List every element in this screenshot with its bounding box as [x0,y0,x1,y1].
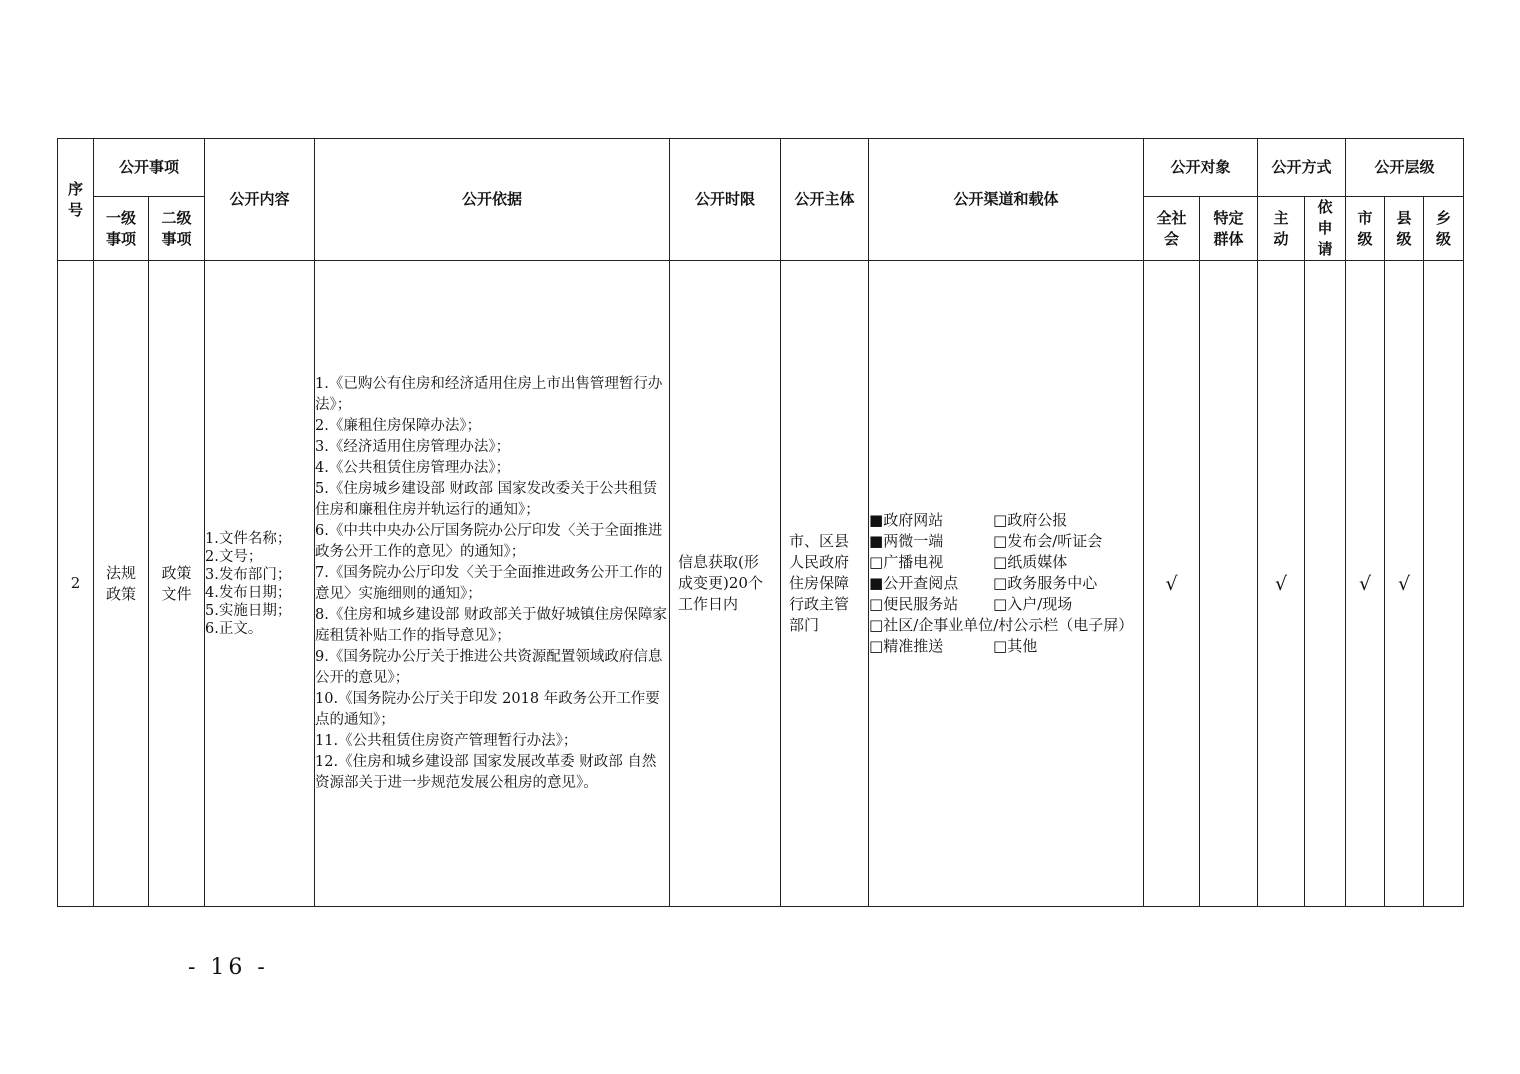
basis-item: 1.《已购公有住房和经济适用住房上市出售管理暂行办法》； [315,375,663,413]
row-time-limit: 信息获取(形成变更)20个工作日内 [670,261,781,907]
header-method: 公开方式 [1258,139,1346,197]
header-audience: 公开对象 [1144,139,1258,197]
header-method-request: 依 申 请 [1305,197,1346,261]
basis-item: 3.《经济适用住房管理办法》； [315,438,511,455]
content-item: 1.文件名称； [205,530,292,547]
header-item-level1: 一级 事项 [94,197,149,261]
basis-item: 11.《公共租赁住房资产管理暂行办法》； [315,732,578,749]
channel-other: □其他 [993,637,1038,655]
channel-gov-website: ■政府网站 [869,511,944,529]
channel-bulletin-board: □社区/企事业单位/村公示栏（电子屏） [869,616,1134,634]
header-level-town: 乡 级 [1424,197,1464,261]
header-item-level2: 二级 事项 [149,197,205,261]
channel-gov-gazette: □政府公报 [993,511,1068,529]
channel-targeted-push: □精准推送 [869,637,944,655]
basis-item: 8.《住房和城乡建设部 财政部关于做好城镇住房保障家庭租赁补贴工作的指导意见》； [315,606,667,644]
check-method-active: √ [1258,261,1305,907]
basis-item: 7.《国务院办公厅印发〈关于全面推进政务公开工作的意见〉实施细则的通知》； [315,564,663,602]
channel-public-reading-point: ■公开查阅点 [869,574,959,592]
row-basis [315,261,670,907]
check-audience-specific [1200,261,1258,907]
basis-item: 9.《国务院办公厅关于推进公共资源配置领域政府信息公开的意见》； [315,648,663,686]
check-audience-all: √ [1144,261,1200,907]
check-level-county: √ [1385,261,1424,907]
row-seq: 2 [58,261,94,907]
row-content [205,261,315,907]
header-level-county: 县 级 [1385,197,1424,261]
basis-item: 12.《住房和城乡建设部 国家发展改革委 财政部 自然资源部关于进一步规范发展公租房的意见》。 [315,753,657,791]
check-level-town [1424,261,1464,907]
channel-service-center: □政务服务中心 [993,574,1098,592]
channel-convenience-station: □便民服务站 [869,595,959,613]
basis-item: 4.《公共租赁住房管理办法》； [315,459,511,476]
content-item: 4.发布日期； [205,584,292,601]
channel-wechat-weibo-app: ■两微一端 [869,532,944,550]
disclosure-table [57,138,1464,907]
basis-item: 6.《中共中央办公厅国务院办公厅印发〈关于全面推进政务公开工作的意见〉的通知》； [315,522,663,560]
row-level2: 政策 文件 [149,261,205,907]
header-audience-specific: 特定 群体 [1200,197,1258,261]
header-subject: 公开主体 [781,139,869,261]
page-number: - 16 - [188,955,269,980]
header-level-city: 市 级 [1346,197,1385,261]
channel-print-media: □纸质媒体 [993,553,1068,571]
row-subject: 市、区县人民政府住房保障行政主管部门 [781,261,869,907]
basis-item: 5.《住房城乡建设部 财政部 国家发改委关于公共租赁住房和廉租住房并轨运行的通知》； [315,480,658,518]
content-item: 2.文号； [205,548,263,565]
header-time-limit: 公开时限 [670,139,781,261]
header-level: 公开层级 [1346,139,1464,197]
check-method-request [1305,261,1346,907]
basis-item: 10.《国务院办公厅关于印发 2018 年政务公开工作要点的通知》； [315,690,660,728]
table-row [58,261,1464,907]
header-method-active: 主 动 [1258,197,1305,261]
header-row-1 [58,139,1464,197]
content-item: 3.发布部门； [205,566,292,583]
channel-press-hearing: □发布会/听证会 [993,532,1103,550]
channel-door-to-door: □入户/现场 [993,595,1073,613]
header-channels: 公开渠道和载体 [869,139,1144,261]
header-audience-all: 全社 会 [1144,197,1200,261]
content-item: 6.正文。 [205,620,263,637]
header-item: 公开事项 [94,139,205,197]
row-level1: 法规 政策 [94,261,149,907]
channel-broadcast-tv: □广播电视 [869,553,944,571]
check-level-city: √ [1346,261,1385,907]
row-channels [869,261,1144,907]
basis-item: 2.《廉租住房保障办法》； [315,417,482,434]
content-item: 5.实施日期； [205,602,292,619]
header-basis: 公开依据 [315,139,670,261]
header-content: 公开内容 [205,139,315,261]
header-seq: 序 号 [58,139,94,261]
